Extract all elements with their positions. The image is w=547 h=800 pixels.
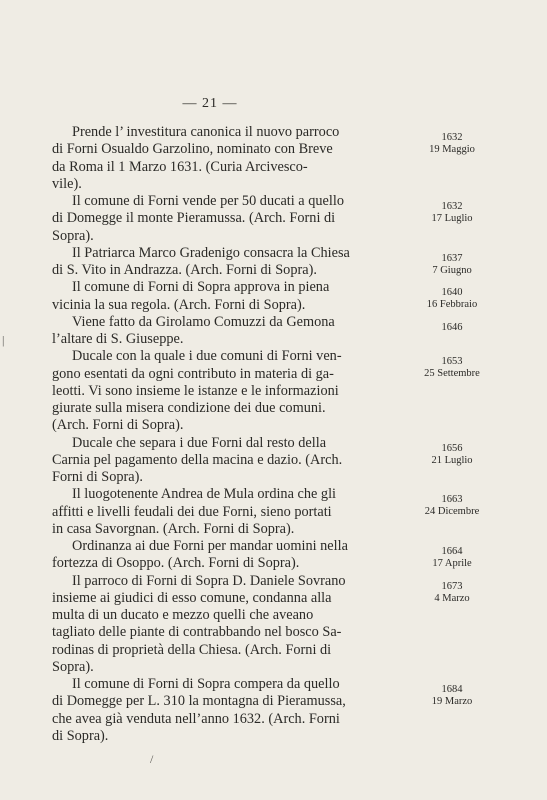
chronicle-entry bbox=[52, 314, 547, 349]
entry-line: Prende l’ investitura canonica il nuovo parroco bbox=[72, 124, 340, 140]
chronicle-entry bbox=[52, 435, 547, 487]
entry-date bbox=[392, 193, 512, 225]
entry-line: leotti. Vi sono insieme le istanze e le informazioni bbox=[52, 382, 339, 399]
entry-line: Sopra). bbox=[52, 227, 94, 244]
entry-line: di Forni Osualdo Garzolino, nominato con Breve bbox=[52, 141, 333, 158]
entry-line: gono esentati da ogni contributo in materia di ga- bbox=[52, 365, 334, 382]
entry-text bbox=[52, 279, 372, 314]
entry-year: 1632 bbox=[441, 132, 463, 143]
entry-line: Carnia pel pagamento della macina e dazio. (Arch. bbox=[52, 451, 343, 468]
chronicle-entries bbox=[52, 124, 547, 745]
entry-text bbox=[52, 245, 372, 280]
entry-text bbox=[52, 193, 372, 245]
entry-year: 1646 bbox=[441, 321, 463, 333]
entry-line: Il comune di Forni di Sopra compera da quello bbox=[72, 676, 340, 692]
entry-day: 4 Marzo bbox=[434, 592, 470, 604]
entry-line: insieme ai giudici di esso comune, condanna alla bbox=[52, 589, 332, 606]
entry-line: Sopra). bbox=[52, 658, 94, 675]
entry-date bbox=[392, 124, 512, 156]
entry-year: 1684 bbox=[441, 684, 463, 695]
margin-mark: | bbox=[2, 333, 5, 347]
entry-line: vicinia la sua regola. (Arch. Forni di Sopra). bbox=[52, 296, 306, 313]
chronicle-entry bbox=[52, 245, 547, 280]
entry-day: 21 Luglio bbox=[431, 454, 473, 466]
entry-text bbox=[52, 124, 372, 193]
entry-line: multa di un ducato e mezzo quelli che aveano bbox=[52, 607, 314, 623]
entry-line: di Domegge il monte Pieramussa. (Arch. Forni di bbox=[52, 210, 336, 227]
entry-day: 24 Dicembre bbox=[424, 506, 480, 518]
entry-line: di Domegge per L. 310 la montagna di Pieramussa, bbox=[52, 693, 346, 710]
entry-text bbox=[52, 676, 372, 745]
entry-line: da Roma il 1 Marzo 1631. (Curia Arcivesco- bbox=[52, 158, 308, 175]
entry-line: Forni di Sopra). bbox=[52, 469, 143, 485]
entry-line: rodinas di proprietà della Chiesa. (Arch. Forni di bbox=[52, 641, 332, 658]
entry-text bbox=[52, 486, 372, 538]
entry-line: (Arch. Forni di Sopra). bbox=[52, 417, 184, 434]
entry-line: Ducale che separa i due Forni dal resto della bbox=[72, 434, 327, 451]
entry-day: 16 Febbraio bbox=[426, 299, 478, 311]
entry-year: 1664 bbox=[441, 546, 463, 557]
chronicle-entry bbox=[52, 573, 547, 677]
entry-date bbox=[392, 435, 512, 467]
entry-date bbox=[392, 538, 512, 570]
entry-text bbox=[52, 538, 372, 573]
chronicle-entry bbox=[52, 124, 547, 193]
entry-year: 1632 bbox=[441, 201, 463, 212]
entry-year: 1663 bbox=[441, 494, 463, 506]
entry-day: 17 Luglio bbox=[431, 213, 473, 224]
entry-line: giurate sulla misera condizione dei due comuni. bbox=[52, 400, 326, 416]
entry-line: l’altare di S. Giuseppe. bbox=[52, 331, 184, 347]
entry-year: 1637 bbox=[441, 252, 463, 264]
entry-line: Il Patriarca Marco Gradenigo consacra la Chiesa bbox=[72, 244, 350, 261]
entry-date bbox=[392, 279, 512, 311]
entry-line: Viene fatto da Girolamo Comuzzi da Gemona bbox=[72, 313, 335, 330]
entry-line: Il comune di Forni vende per 50 ducati a quello bbox=[72, 193, 344, 209]
entry-line: Il comune di Forni di Sopra approva in piena bbox=[72, 279, 330, 296]
entry-year: 1673 bbox=[441, 580, 463, 592]
entry-year: 1653 bbox=[441, 356, 463, 368]
entry-line: affitti e livelli feudali dei due Forni, sieno portati bbox=[52, 503, 332, 520]
entry-line: Ducale con la quale i due comuni di Forni ven- bbox=[72, 348, 342, 365]
chronicle-entry bbox=[52, 279, 547, 314]
entry-line: che avea già venduta nell’anno 1632. (Arch. Forni bbox=[52, 710, 340, 727]
entry-text bbox=[52, 573, 372, 677]
entry-line: Ordinanza ai due Forni per mandar uomini nella bbox=[72, 538, 348, 554]
entry-line: in casa Savorgnan. (Arch. Forni di Sopra). bbox=[52, 520, 295, 537]
entry-day: 25 Settembre bbox=[424, 368, 480, 380]
entry-date bbox=[392, 245, 512, 277]
chronicle-entry bbox=[52, 538, 547, 573]
entry-day: 17 Aprile bbox=[432, 558, 472, 569]
chronicle-entry bbox=[52, 348, 547, 434]
entry-date bbox=[392, 573, 512, 605]
entry-date bbox=[392, 486, 512, 518]
entry-text bbox=[52, 314, 372, 349]
entry-day: 19 Maggio bbox=[429, 144, 475, 155]
entry-text bbox=[52, 348, 372, 434]
entry-day: 19 Marzo bbox=[431, 696, 473, 707]
entry-line: fortezza di Osoppo. (Arch. Forni di Sopra). bbox=[52, 555, 300, 572]
entry-line: vile). bbox=[52, 175, 82, 192]
page-number: — 21 — bbox=[182, 96, 238, 111]
entry-line: tagliato delle piante di contrabbando nel bosco Sa- bbox=[52, 624, 342, 641]
entry-date bbox=[392, 676, 512, 708]
entry-day: 7 Giugno bbox=[432, 264, 472, 276]
chronicle-entry bbox=[52, 676, 547, 745]
ink-mark: / bbox=[150, 752, 154, 766]
entry-line: di S. Vito in Andrazza. (Arch. Forni di Sopra). bbox=[52, 262, 317, 278]
entry-line: Il luogotenente Andrea de Mula ordina che gli bbox=[72, 486, 337, 503]
entry-text bbox=[52, 435, 372, 487]
entry-year: 1640 bbox=[441, 287, 463, 299]
entry-date bbox=[392, 314, 512, 334]
entry-line: di Sopra). bbox=[52, 727, 109, 744]
chronicle-entry bbox=[52, 486, 547, 538]
chronicle-entry bbox=[52, 193, 547, 245]
entry-date bbox=[392, 348, 512, 380]
entry-year: 1656 bbox=[441, 442, 463, 454]
entry-line: Il parroco di Forni di Sopra D. Daniele Sovrano bbox=[72, 572, 346, 589]
